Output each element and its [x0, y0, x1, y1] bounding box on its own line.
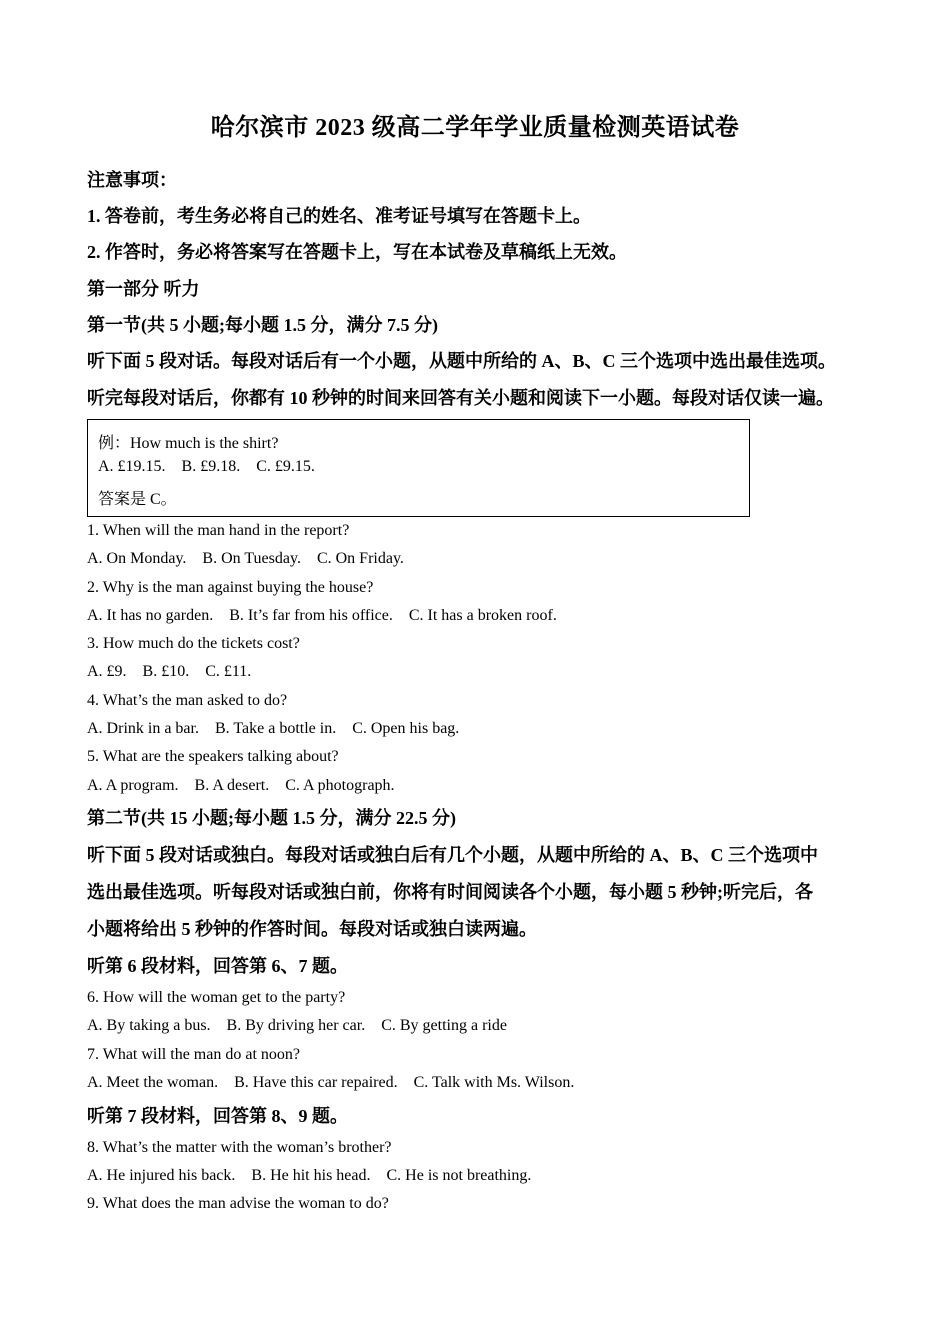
- example-question: 例：How much is the shirt?: [98, 435, 279, 452]
- question-4-options: A. Drink in a bar. B. Take a bottle in. C. Open his bag.: [87, 720, 460, 737]
- section2-instruction-3: 小题将给出 5 秒钟的作答时间。每段对话或独白读两遍。: [87, 919, 537, 939]
- section1-instruction-2: 听完每段对话后，你都有 10 秒钟的时间来回答有关小题和阅读下一小题。每段对话仅读一遍。: [87, 388, 834, 408]
- example-options: A. £19.15. B. £9.18. C. £9.15.: [98, 458, 315, 475]
- question-2: 2. Why is the man against buying the house?: [87, 579, 374, 596]
- part1-heading: 第一部分 听力: [87, 279, 200, 299]
- material-6-heading: 听第 6 段材料，回答第 6、7 题。: [87, 956, 348, 976]
- section1-instruction-1: 听下面 5 段对话。每段对话后有一个小题，从题中所给的 A、B、C 三个选项中选出最佳选项。: [87, 351, 836, 371]
- question-8: 8. What’s the matter with the woman’s brother?: [87, 1139, 392, 1156]
- page-title: 哈尔滨市 2023 级高二学年学业质量检测英语试卷: [210, 115, 740, 141]
- question-8-options: A. He injured his back. B. He hit his head. C. He is not breathing.: [87, 1167, 532, 1184]
- example-answer: 答案是 C。: [98, 491, 177, 508]
- section2-instruction-1: 听下面 5 段对话或独白。每段对话或独白后有几个小题，从题中所给的 A、B、C 三个选项中: [87, 845, 818, 865]
- notes-heading: 注意事项：: [87, 170, 177, 190]
- section1-heading: 第一节(共 5 小题;每小题 1.5 分，满分 7.5 分): [87, 315, 438, 335]
- question-3: 3. How much do the tickets cost?: [87, 635, 300, 652]
- question-1: 1. When will the man hand in the report?: [87, 522, 350, 539]
- question-9: 9. What does the man advise the woman to do?: [87, 1195, 389, 1212]
- material-7-heading: 听第 7 段材料，回答第 8、9 题。: [87, 1106, 348, 1126]
- question-6-options: A. By taking a bus. B. By driving her car. C. By getting a ride: [87, 1017, 507, 1034]
- question-7: 7. What will the man do at noon?: [87, 1046, 300, 1063]
- question-6: 6. How will the woman get to the party?: [87, 989, 346, 1006]
- question-7-options: A. Meet the woman. B. Have this car repaired. C. Talk with Ms. Wilson.: [87, 1074, 575, 1091]
- question-1-options: A. On Monday. B. On Tuesday. C. On Friday.: [87, 550, 404, 567]
- notes-item-1: 1. 答卷前，考生务必将自己的姓名、准考证号填写在答题卡上。: [87, 206, 591, 226]
- question-5: 5. What are the speakers talking about?: [87, 748, 339, 765]
- question-3-options: A. £9. B. £10. C. £11.: [87, 663, 252, 680]
- question-5-options: A. A program. B. A desert. C. A photograph.: [87, 777, 395, 794]
- section2-instruction-2: 选出最佳选项。听每段对话或独白前，你将有时间阅读各个小题，每小题 5 秒钟;听完后，各: [87, 882, 813, 902]
- question-4: 4. What’s the man asked to do?: [87, 692, 288, 709]
- question-2-options: A. It has no garden. B. It’s far from his office. C. It has a broken roof.: [87, 607, 557, 624]
- example-box: [87, 419, 750, 517]
- section2-heading: 第二节(共 15 小题;每小题 1.5 分，满分 22.5 分): [87, 808, 456, 828]
- notes-item-2: 2. 作答时，务必将答案写在答题卡上，写在本试卷及草稿纸上无效。: [87, 242, 627, 262]
